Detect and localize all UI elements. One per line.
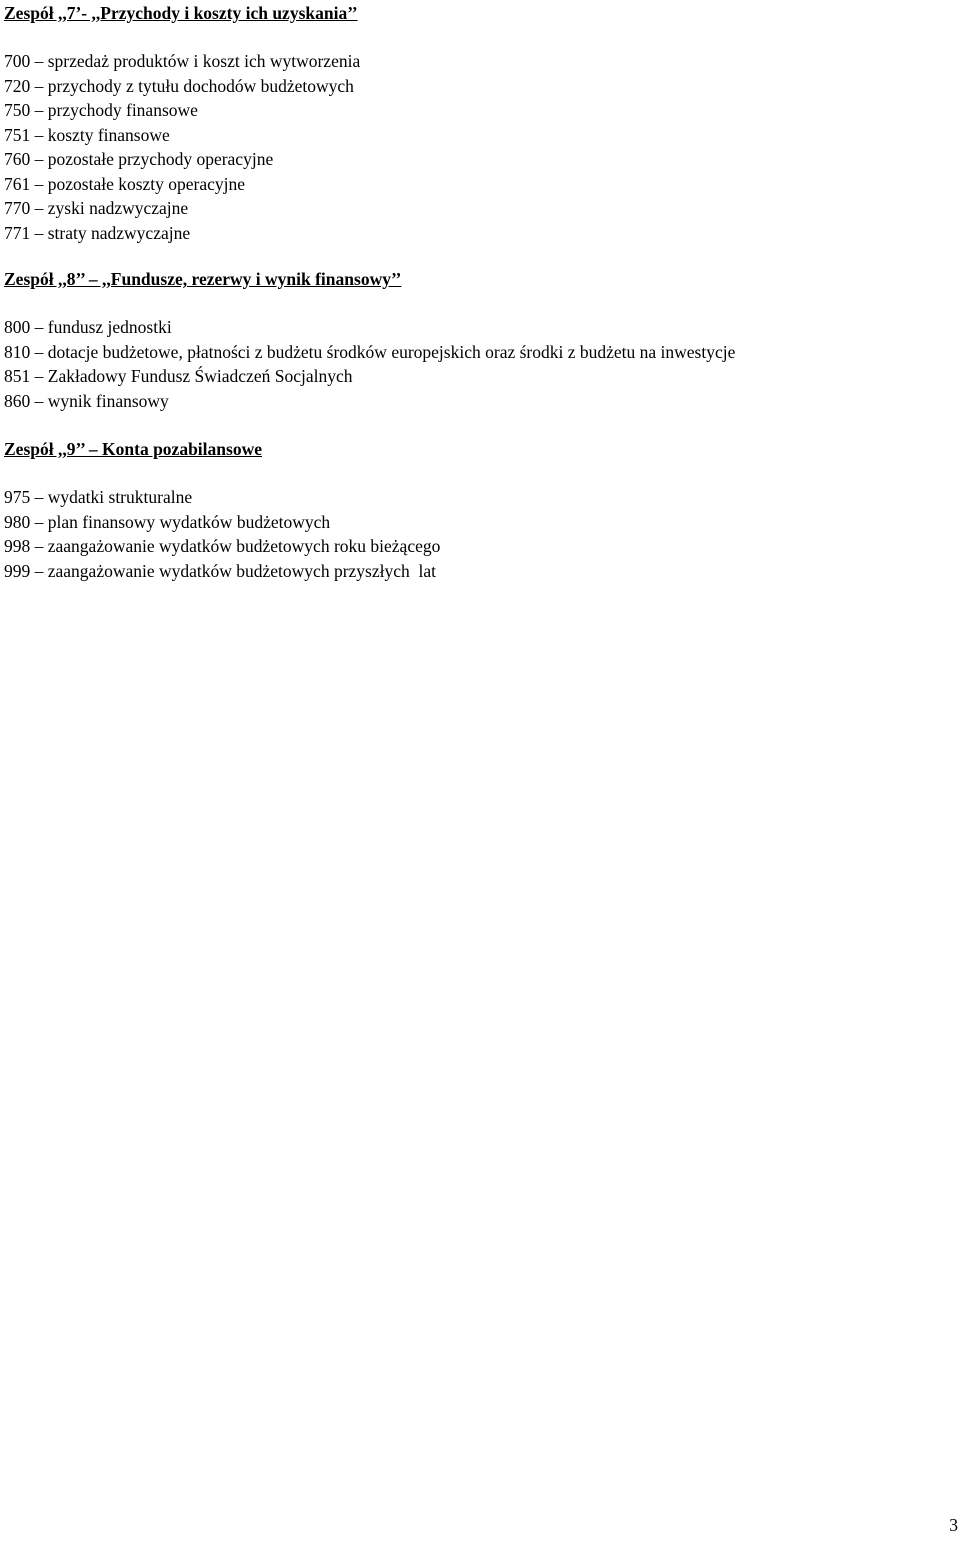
section-zespol-9 xyxy=(4,437,440,583)
section-zespol-8 xyxy=(4,267,735,413)
account-code: 700 xyxy=(4,51,31,71)
account-item xyxy=(4,389,735,414)
account-name: koszty finansowe xyxy=(47,124,170,145)
account-code: 761 xyxy=(4,173,31,194)
account-name: wynik finansowy xyxy=(47,390,169,411)
account-code: 800 xyxy=(4,317,31,337)
account-name: sprzedaż produktów i koszt ich wytworzenia xyxy=(47,51,361,71)
section-heading: Zespół ,,8’’ – ,,Fundusze, rezerwy i wynik finansowy’’ xyxy=(4,269,402,289)
account-name: zaangażowanie wydatków budżetowych przyszłych lat xyxy=(47,560,436,581)
account-item xyxy=(4,172,360,197)
separator: – xyxy=(30,366,48,386)
separator: – xyxy=(30,149,48,169)
account-code: 751 xyxy=(4,124,31,145)
section-zespol-7 xyxy=(4,1,360,245)
account-item xyxy=(4,123,360,148)
account-code: 770 xyxy=(4,198,31,218)
account-item xyxy=(4,340,735,365)
separator: – xyxy=(30,560,48,581)
account-item xyxy=(4,559,440,584)
page-number: 3 xyxy=(949,1515,958,1535)
account-name: fundusz jednostki xyxy=(47,317,172,337)
separator: – xyxy=(30,317,48,337)
account-list xyxy=(4,485,440,583)
account-name: wydatki strukturalne xyxy=(47,487,193,507)
separator: – xyxy=(30,173,48,194)
account-code: 975 xyxy=(4,487,31,507)
account-code: 998 xyxy=(4,536,31,556)
account-item xyxy=(4,485,440,510)
account-code: 771 xyxy=(4,222,31,243)
account-name: dotacje budżetowe, płatności z budżetu środków europejskich oraz środki z budżetu na inwestycje xyxy=(47,341,736,362)
account-code: 810 xyxy=(4,341,31,362)
account-item xyxy=(4,98,360,123)
account-code: 980 xyxy=(4,511,31,532)
account-item xyxy=(4,196,360,221)
account-item xyxy=(4,510,440,535)
separator: – xyxy=(30,124,48,145)
account-item xyxy=(4,534,440,559)
account-name: straty nadzwyczajne xyxy=(47,222,191,243)
account-item xyxy=(4,221,360,246)
account-code: 999 xyxy=(4,560,31,581)
account-code: 760 xyxy=(4,149,31,169)
account-item xyxy=(4,315,735,340)
section-heading: Zespół ,,7’- ,,Przychody i koszty ich uzyskania’’ xyxy=(4,3,358,23)
account-name: zyski nadzwyczajne xyxy=(47,198,189,218)
account-code: 750 xyxy=(4,100,31,120)
separator: – xyxy=(30,75,48,96)
account-item xyxy=(4,364,735,389)
account-name: Zakładowy Fundusz Świadczeń Socjalnych xyxy=(47,366,353,386)
account-name: pozostałe przychody operacyjne xyxy=(47,149,274,169)
account-code: 860 xyxy=(4,390,31,411)
separator: – xyxy=(30,511,48,532)
separator: – xyxy=(30,100,48,120)
section-heading: Zespół ,,9’’ – Konta pozabilansowe xyxy=(4,439,262,459)
account-list xyxy=(4,49,360,245)
separator: – xyxy=(30,341,48,362)
account-list xyxy=(4,315,735,413)
account-name: przychody z tytułu dochodów budżetowych xyxy=(47,75,354,96)
separator: – xyxy=(30,536,48,556)
account-name: zaangażowanie wydatków budżetowych roku bieżącego xyxy=(47,536,441,556)
separator: – xyxy=(30,198,48,218)
separator: – xyxy=(30,487,48,507)
account-name: przychody finansowe xyxy=(47,100,198,120)
account-item xyxy=(4,147,360,172)
separator: – xyxy=(30,51,48,71)
separator: – xyxy=(30,222,48,243)
account-name: pozostałe koszty operacyjne xyxy=(47,173,246,194)
account-code: 720 xyxy=(4,75,31,96)
separator: – xyxy=(30,390,48,411)
account-item xyxy=(4,49,360,74)
account-item xyxy=(4,74,360,99)
account-name: plan finansowy wydatków budżetowych xyxy=(47,511,331,532)
account-code: 851 xyxy=(4,366,31,386)
